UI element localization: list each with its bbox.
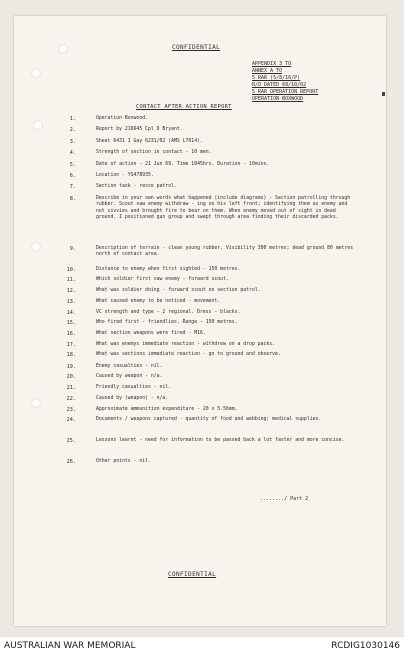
item-text: Approximate ammunition expenditure - 20 x 5.56mm. <box>96 407 238 412</box>
document-sheet <box>14 16 386 626</box>
item-number: 16. <box>66 331 76 337</box>
item-text: Other points - nil. <box>96 459 151 464</box>
item-number: 14. <box>66 310 76 316</box>
annex-line: ANNEX A TO <box>252 68 283 74</box>
item-number: 7. <box>69 184 76 190</box>
annex-line: OPERATION BOXWOOD <box>252 96 304 102</box>
item-number: 26. <box>66 459 76 465</box>
archive-record-id: RCDIG1030146 <box>331 641 400 651</box>
footer-classification: CONFIDENTIAL <box>168 571 217 578</box>
item-text: Date of action - 21 Jun 69. Time 1045hrs. Duration - 10mins. <box>96 162 270 167</box>
item-text: Which soldier first saw enemy - forward scout. <box>96 277 229 282</box>
item-number: 9. <box>69 246 76 252</box>
item-number: 23. <box>66 407 76 413</box>
annex-line: 5 RAR OPERATION REPORT <box>252 89 319 95</box>
item-number: 11. <box>66 277 76 283</box>
continuation-note: ......../ Part 2 <box>260 496 309 502</box>
item-number: 1. <box>69 116 76 122</box>
punch-hole <box>31 68 41 78</box>
item-text: Caused by (weapon) - n/a. <box>96 396 169 401</box>
item-number: 4. <box>69 150 76 156</box>
item-text: VC strength and type - 2 regional. Dress - blacks. <box>96 310 241 315</box>
item-number: 5. <box>69 162 76 168</box>
item-text: What was enemys immediate reaction - withdrew on a drop packs. <box>96 342 276 347</box>
item-text: Distance to enemy when first sighted - 150 metres. <box>96 267 241 272</box>
item-text: Sheet 6431 I Gay 6231/02 (AMS L7014). <box>96 139 203 144</box>
item-text: Describe in your own words what happened (include diagrams) - Section patrolling through rubber. Scout saw enemy withdraw - ing on his left front; identifying them as enemy and not civvies and brought fire to bear on them. When enemy moved out of sight in dead ground. I positioned gun group and swept through area finding their discarded packs. <box>96 196 351 221</box>
item-text: Documents / weapons captured - quantity of food and webbing; medical supplies. <box>96 417 322 422</box>
item-text: Who fired first - friendlies. Range - 150 metres. <box>96 320 238 325</box>
item-text: Enemy casualties - nil. <box>96 364 163 369</box>
item-number: 13. <box>66 299 76 305</box>
item-text: Operation Boxwood. <box>96 116 148 121</box>
item-text: What caused enemy to be noticed - movement. <box>96 299 221 304</box>
item-number: 22. <box>66 396 76 402</box>
report-title: CONTACT AFTER ACTION REPORT <box>136 104 232 110</box>
punch-hole <box>58 44 68 54</box>
item-text: What was sections immediate reaction - go to ground and observe. <box>96 352 281 357</box>
item-number: 19. <box>66 364 76 370</box>
annex-line: APPENDIX 3 TO <box>252 61 292 67</box>
item-text: Lessons learnt - need for information to be passed back a lot faster and more concise. <box>96 438 345 443</box>
item-text: What was soldier doing - forward scout on section patrol. <box>96 288 261 293</box>
archive-footer <box>0 636 404 655</box>
item-text: What section weapons were fired - M16. <box>96 331 206 336</box>
item-number: 25. <box>66 438 76 444</box>
item-number: 3. <box>69 139 76 145</box>
margin-mark <box>382 92 385 96</box>
item-number: 2. <box>69 127 76 133</box>
item-number: 12. <box>66 288 76 294</box>
item-text: Report by 216645 Cpl D Bryant. <box>96 127 183 132</box>
item-text: Location - YS478935. <box>96 173 154 178</box>
annex-line: 5 RAR (5/8/16/P) <box>252 75 301 81</box>
item-number: 24. <box>66 417 76 423</box>
item-number: 21. <box>66 385 76 391</box>
item-text: Caused by weapon - n/a. <box>96 374 163 379</box>
item-number: 10. <box>66 267 76 273</box>
item-number: 17. <box>66 342 76 348</box>
item-number: 15. <box>66 320 76 326</box>
item-text: Section task - recce patrol. <box>96 184 177 189</box>
item-text: Strength of section in contact - 10 men. <box>96 150 212 155</box>
item-number: 6. <box>69 173 76 179</box>
annex-line: R/O DATED 68/10/02 <box>252 82 307 88</box>
header-classification: CONFIDENTIAL <box>172 44 221 51</box>
item-text: Description of terrain - clean young rubber. Visibility 300 metres; dead ground 80 metres north of contact area. <box>96 246 354 258</box>
item-text: Friendly casualties - nil. <box>96 385 172 390</box>
item-number: 20. <box>66 374 76 380</box>
item-number: 8. <box>69 196 76 202</box>
archive-name: AUSTRALIAN WAR MEMORIAL <box>4 641 136 651</box>
item-number: 18. <box>66 352 76 358</box>
